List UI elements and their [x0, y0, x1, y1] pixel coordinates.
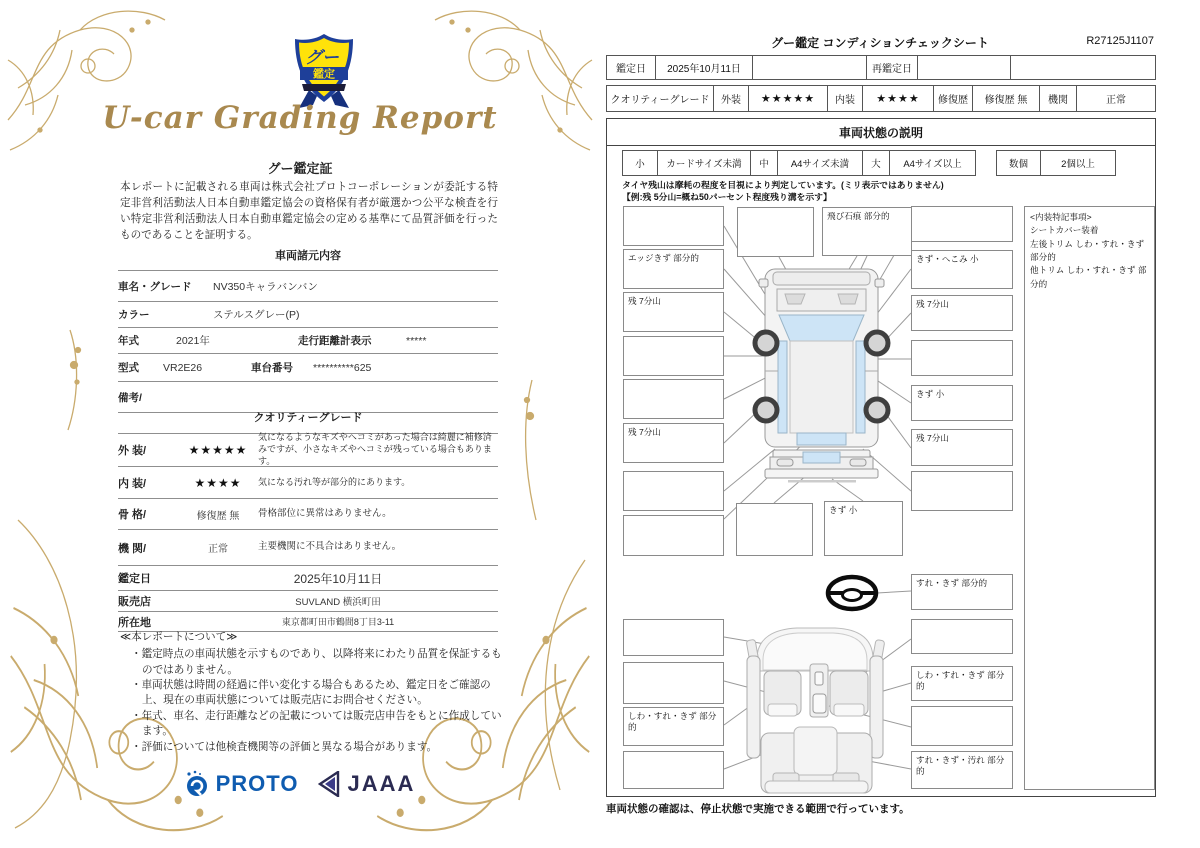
quality-grade-header-row: [606, 85, 1156, 112]
damage-note-box: [623, 336, 724, 376]
exterior-label: 外 装/: [118, 445, 147, 457]
jaaa-logo-icon: [318, 771, 342, 797]
exterior-stars: ★★★★★: [188, 443, 248, 457]
sheet-grade-label: クオリティーグレード: [607, 86, 714, 111]
sheet-engine-value: 正常: [1106, 95, 1126, 106]
legend-small-label: 小: [623, 151, 658, 175]
damage-note-box: [911, 706, 1013, 746]
proto-logo: [185, 770, 299, 798]
sheet-int-label: 内装: [828, 86, 863, 111]
engine-label: 機 関/: [118, 542, 147, 555]
front-left-wheel: [755, 332, 777, 354]
damage-note-box: きず 小: [911, 385, 1013, 421]
rear-left-wheel: [755, 399, 777, 421]
sheet-date-value: 2025年10月11日: [656, 56, 753, 79]
damage-note-box: しわ・すれ・きず 部分的: [911, 666, 1013, 701]
left-taillight: [777, 459, 793, 466]
damage-note-box: [623, 206, 724, 246]
legend-count-value: 2個以上: [1061, 159, 1095, 170]
sheet-date-label: 鑑定日: [607, 56, 656, 79]
sheet-int-stars: ★★★★: [863, 86, 934, 111]
jaaa-logo-text: JAAA: [347, 771, 416, 796]
sheet-engine-label: 機関: [1040, 86, 1077, 111]
inspection-date-value: 2025年10月11日: [293, 571, 383, 586]
front-right-wheel: [866, 332, 888, 354]
damage-note-box: すれ・きず 部分的: [911, 574, 1013, 610]
damage-note-box: [623, 619, 724, 656]
damage-note-box: エッジきず 部分的: [623, 249, 724, 289]
front-bumper: [773, 272, 870, 285]
empty-cell: [1011, 56, 1155, 79]
sheet-ext-stars: ★★★★★: [749, 86, 828, 111]
engine-desc: 主要機関に不具合はありません。: [258, 541, 402, 553]
steering-wheel-icon: [828, 577, 876, 609]
about-item: ・車両状態は時間の経過に伴い変化する場合もあるため、鑑定日をご確認の上、現在の車両状態については販売店にお問合せください。: [131, 679, 491, 707]
legend-mid-value: A4サイズ未満: [778, 151, 863, 175]
spec-title: 車両諸元内容: [275, 250, 341, 262]
sheet-code: R27125J1107: [1086, 35, 1154, 47]
empty-cell: [753, 56, 867, 79]
legend-count-label: 数個: [997, 151, 1041, 175]
address-value: 東京都町田市鶴間8丁目3-11: [281, 617, 395, 627]
interior-notes-line: 左後トリム しわ・すれ・きず 部分的: [1030, 238, 1145, 262]
vehicle-condition-box: [606, 118, 1156, 797]
right-taillight: [850, 459, 866, 466]
rear-window-glass: [797, 433, 846, 445]
damage-note-box: 飛び石痕 部分的: [822, 207, 912, 256]
interior-desc: 気になる汚れ等が部分的にあります。: [258, 476, 411, 487]
quality-row-exterior: [118, 433, 498, 467]
dealer-value: SUVLAND 横浜町田: [295, 597, 381, 608]
condition-check-sheet-page: [604, 28, 1156, 828]
frame-value: 修復歴 無: [196, 510, 240, 522]
jaaa-logo: [318, 771, 415, 797]
spec-color-value: ステルスグレー(P): [213, 309, 300, 321]
spec-name-label: 車名・グレード: [118, 280, 192, 293]
about-report-notes: [120, 630, 502, 755]
damage-note-box: 残 7分山: [911, 295, 1013, 331]
rear-right-wheel: [866, 399, 888, 421]
condition-section-title: 車両状態の説明: [607, 119, 1155, 146]
spec-name-value: NV350キャラバンバン: [213, 280, 318, 293]
inspection-date-header-row: [606, 55, 1156, 80]
damage-note-box: [911, 619, 1013, 654]
roof-panel: [790, 341, 853, 433]
certification-text: 本レポートに記載される車両は株式会社プロトコーポレーションが委託する特定非営利活動法人日本自動車鑑定協会の資格保有者が厳選かつ公平な検査を行い特定非営利活動法人日本自動車鑑定協会の定める基準にて品質評価を行ったものであることを証明する。: [120, 181, 498, 241]
frame-desc: 骨格部位に異常はありません。: [258, 507, 392, 519]
spec-color-label: カラー: [118, 309, 150, 321]
frame-label: 骨 格/: [118, 509, 147, 521]
proto-logo-text: PROTO: [215, 771, 299, 796]
about-title: ≪本レポートについて≫: [120, 631, 238, 643]
sheet-redate-label: 再鑑定日: [867, 56, 918, 79]
windshield-glass: [779, 315, 864, 341]
quality-title: クオリティーグレード: [253, 412, 363, 424]
footer-logos: [0, 770, 600, 798]
legend-large-label: 大: [863, 151, 890, 175]
rear-bumper: [765, 469, 878, 478]
quality-row-frame: [118, 499, 498, 530]
damage-note-box: [736, 503, 813, 556]
legend-small-value: カードサイズ未満: [658, 151, 751, 175]
damage-note-box: 残 7分山: [911, 429, 1013, 466]
tire-note-line1: タイヤ残山は摩耗の程度を目視により判定しています。(ミリ表示ではありません): [622, 180, 944, 190]
spec-odo-label: 走行距離計表示: [298, 335, 372, 347]
quality-row-engine: [118, 530, 498, 566]
damage-note-box: すれ・きず・汚れ 部分的: [911, 751, 1013, 789]
dealer-label: 販売店: [118, 596, 151, 608]
interior-notes-line: シートカバー装着: [1030, 225, 1099, 236]
left-mirror: [759, 279, 768, 287]
spec-year-label: 年式: [118, 335, 139, 347]
damage-note-box: [737, 207, 814, 257]
damage-note-box: きず 小: [824, 501, 903, 556]
quality-grade-table: [118, 403, 498, 632]
vehicle-spec-table: [118, 243, 498, 413]
about-item: ・年式、車名、走行距離などの記載については販売店申告をもとに作成しています。: [131, 709, 502, 738]
interior-stars: ★★★★: [194, 475, 242, 490]
address-label: 所在地: [118, 616, 151, 629]
interior-special-notes: [1024, 206, 1155, 790]
address-row: [118, 612, 498, 632]
tire-note-line2: 【例:残 5分山=概ね50パーセント程度残り溝を示す】: [622, 191, 832, 202]
sheet-footer-note: 車両状態の確認は、停止状態で実施できる範囲で行っています。: [606, 803, 910, 815]
spec-row-name: [118, 270, 498, 302]
legend-mid-label: 中: [751, 151, 778, 175]
inspection-date-label: 鑑定日: [118, 573, 151, 585]
left-side-windows: [778, 341, 787, 433]
damage-note-box: [911, 471, 1013, 511]
damage-note-box: [911, 206, 1013, 242]
inspection-date-row: [118, 566, 498, 591]
right-mirror: [875, 279, 884, 287]
damage-note-box: 残 7分山: [623, 423, 724, 463]
sheet-title: グー鑑定 コンディションチェックシート: [771, 36, 989, 50]
damage-note-box: [623, 515, 724, 556]
van-interior-view: [746, 628, 885, 793]
spec-model-value: VR2E26: [163, 361, 203, 374]
spec-odo-value: *****: [406, 334, 427, 347]
sheet-ext-label: 外装: [714, 86, 749, 111]
spec-model-label: 型式: [118, 362, 139, 374]
legend-large-value: A4サイズ以上: [903, 159, 962, 170]
van-rear-view: [765, 450, 878, 483]
interior-label: 内 装/: [118, 477, 147, 490]
damage-note-box: [623, 471, 724, 511]
quality-row-interior: [118, 467, 498, 499]
engine-value: 正常: [208, 544, 228, 555]
damage-note-box: 残 7分山: [623, 292, 724, 332]
damage-note-box: [623, 379, 724, 419]
report-title: U-car Grading Report: [102, 100, 498, 136]
spec-vin-label: 車台番号: [251, 362, 293, 374]
spec-notes-label: 備考/: [118, 391, 142, 404]
damage-note-box: [911, 340, 1013, 376]
interior-notes-line: 他トリム しわ・すれ・きず 部分的: [1030, 265, 1147, 289]
damage-note-box: [623, 751, 724, 789]
sheet-repair-label: 修復歴: [934, 86, 973, 111]
exterior-desc: 気になるようなキズやヘコミがあった場合は綺麗に補修済みですが、小さなキズやヘコミが残っている場合もあります。: [258, 432, 492, 466]
about-item: ・評価については他検査機関等の評価と異なる場合があります。: [131, 740, 438, 753]
report-subtitle: グー鑑定証: [267, 161, 333, 176]
damage-note-box: しわ・すれ・きず 部分的: [623, 707, 724, 746]
spec-vin-value: **********625: [313, 361, 372, 374]
spec-row-color: [118, 302, 498, 328]
interior-notes-title: <内装特記事項>: [1030, 212, 1092, 222]
proto-logo-icon: [185, 770, 211, 798]
spec-year-value: 2021年: [176, 335, 210, 347]
spec-row-model: [118, 354, 498, 382]
about-item: ・鑑定時点の車両状態を示すものであり、以降将来にわたり品質を保証するものではありません。: [131, 648, 502, 676]
spec-row-year: [118, 328, 498, 354]
badge-kantei-text: 鑑定: [313, 68, 335, 81]
right-side-windows: [856, 341, 865, 433]
van-top-view: [755, 269, 888, 447]
sheet-repair-value: 修復歴 無: [973, 86, 1040, 111]
damage-note-box: [623, 662, 724, 704]
damage-note-box: きず・へこみ 小: [911, 250, 1013, 289]
left-door-trim: [747, 656, 760, 758]
dealer-row: [118, 591, 498, 612]
empty-cell: [918, 56, 1011, 79]
badge-goo-text: グー: [305, 48, 339, 67]
